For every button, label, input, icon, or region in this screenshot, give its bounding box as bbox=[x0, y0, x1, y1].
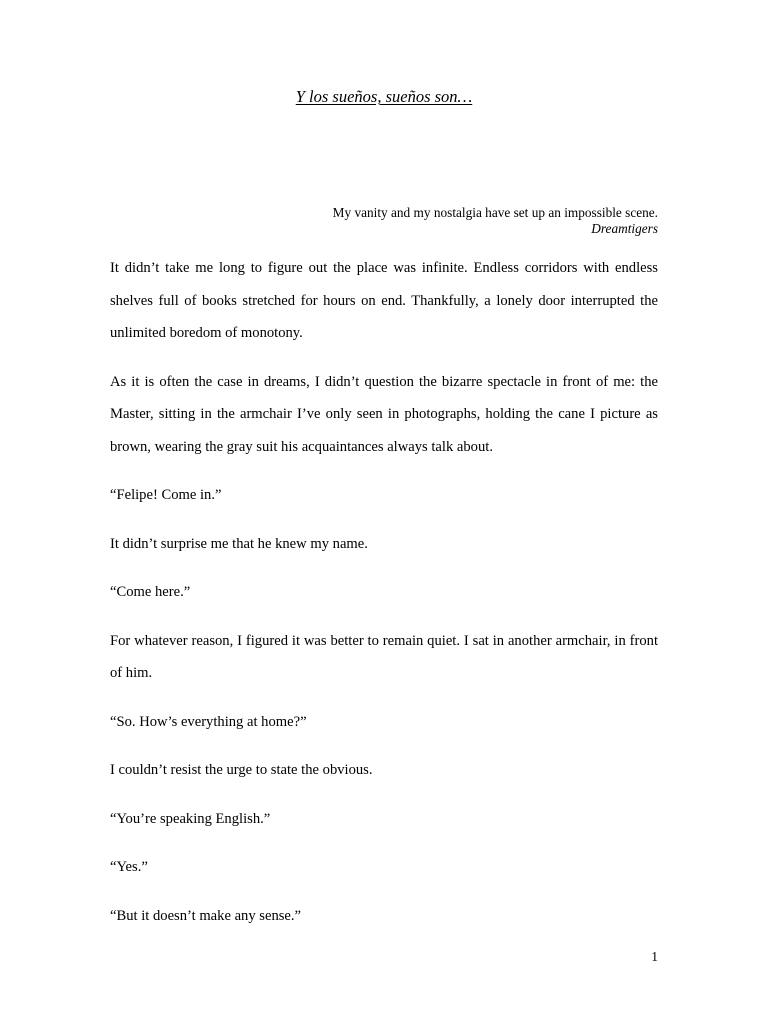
paragraph: It didn’t surprise me that he knew my name. bbox=[110, 535, 368, 552]
paragraph: “You’re speaking English.” bbox=[110, 810, 271, 827]
paragraph: “But it doesn’t make any sense.” bbox=[110, 907, 302, 924]
chapter-title: Y los sueños, sueños son… bbox=[295, 87, 473, 106]
epigraph-quote: My vanity and my nostalgia have set up an impossible scene. bbox=[332, 205, 658, 220]
paragraph: It didn’t take me long to figure out the place was infinite. Endless corridors with endless shelves full of books stretched for hours on end. Thankfully, a lonely door interrupted the unlimited boredom of monotony. bbox=[110, 260, 658, 341]
paragraph: As it is often the case in dreams, I didn’t question the bizarre spectacle in front of me: the Master, sitting in the armchair I’ve only seen in photographs, holding the cane I picture as brown, wearing the gray suit his acquaintances always talk about. bbox=[110, 373, 658, 455]
page-number: 1 bbox=[651, 949, 658, 964]
paragraph: For whatever reason, I figured it was better to remain quiet. I sat in another armchair, in front of him. bbox=[110, 632, 658, 681]
epigraph-source: Dreamtigers bbox=[591, 221, 658, 236]
epigraph bbox=[110, 205, 658, 237]
paragraph: I couldn’t resist the urge to state the obvious. bbox=[110, 762, 373, 778]
body-text bbox=[110, 252, 658, 948]
paragraph: “So. How’s everything at home?” bbox=[110, 713, 307, 730]
paragraph: “Felipe! Come in.” bbox=[110, 487, 222, 503]
paragraph: “Yes.” bbox=[110, 859, 148, 875]
paragraph: “Come here.” bbox=[110, 584, 191, 600]
